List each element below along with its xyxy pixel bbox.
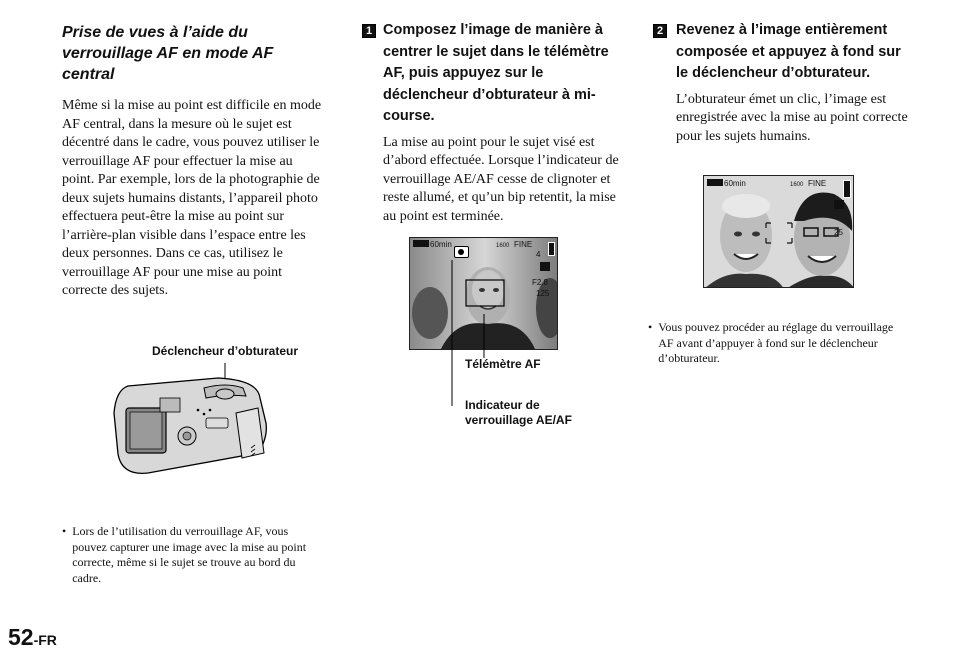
memory-icon [843, 180, 851, 198]
battery-remaining: 60min [430, 240, 452, 249]
right-note: • Vous pouvez procéder au réglage du verrouillage AF avant d’appuyer à fond sur le déclencheur d’obturateur. [648, 320, 910, 367]
image-quality: FINE [514, 240, 533, 249]
aperture-value: F2.8 [532, 278, 549, 287]
left-note-text: Lors de l’utilisation du verrouillage AF, vous pouvez capturer une image avec la mise au point correcte, même si le sujet se trouve au bord du cadre. [72, 524, 307, 585]
left-note: • Lors de l’utilisation du verrouillage AF, vous pouvez capturer une image avec la mise au point correcte, même si le sujet se trouve au bord du cadre. [62, 524, 312, 586]
camera-illustration [108, 358, 273, 488]
step-1-number: 1 [362, 24, 376, 38]
af-mode-icon [540, 262, 550, 271]
image-size: 1600 [790, 182, 804, 188]
left-column [62, 22, 324, 301]
shots-remaining: 4 [536, 250, 541, 259]
image-quality: FINE [808, 179, 827, 188]
lcd-photo-step-2 [704, 176, 854, 288]
step-2-title: Revenez à l’image entièrement composée et appuyez à fond sur le déclencheur d’obturateur. [676, 22, 901, 81]
step-1 [383, 20, 623, 226]
step-2 [676, 20, 911, 146]
shutter-button-label: Déclencheur d’obturateur [152, 344, 299, 358]
battery-remaining: 60min [724, 179, 746, 188]
callout-lines [448, 258, 488, 408]
af-rangefinder-label: Télémètre AF [465, 357, 541, 371]
step-2-body: L’obturateur émet un clic, l’image est enregistrée avec la mise au point correcte pour les sujets humains. [676, 91, 908, 144]
page-number-value: 52 [8, 624, 34, 650]
step-2-number: 2 [653, 24, 667, 38]
af-mode-icon [834, 200, 844, 209]
step-1-body: La mise au point pour le sujet visé est d’abord effectuée. Lorsque l’indicateur de verrouillage AE/AF cesse de clignoter et reste allumé, et qu’un bip retentit, la mise au point est terminée. [383, 134, 619, 224]
section-title: Prise de vues à l’aide du verrouillage AF en mode AF central [62, 24, 274, 83]
image-size: 1600 [496, 243, 510, 249]
ae-af-lock-label-line-1: Indicateur de [465, 398, 540, 412]
battery-icon [413, 240, 429, 247]
step-1-title: Composez l’image de manière à centrer le sujet dans le télémètre AF, puis appuyez sur le déclencheur d’obturateur à mi-course. [383, 22, 609, 124]
page-language-suffix: -FR [33, 632, 57, 648]
shots-remaining: 25 [834, 228, 843, 237]
section-body: Même si la mise au point est difficile en mode AF central, dans la mesure où le sujet est décentré dans le cadre, vous pouvez utiliser le verrouillage AF pour effectuer la mise au point. Par exemple, lors de la photographie de deux sujets humains distants, l’appareil photo effectuera peut-être la mise au point sur l’arrière-plan visible dans l’espace entre les deux personnes. Dans ce cas, utilisez le verrouillage AF pour une mise au point correcte des sujets. [62, 98, 322, 298]
shutter-speed: 125 [536, 289, 550, 298]
battery-icon [707, 179, 723, 186]
right-note-text: Vous pouvez procéder au réglage du verrouillage AF avant d’appuyer à fond sur le déclencheur d’obturateur. [658, 320, 894, 365]
ae-af-lock-indicator-icon [454, 246, 469, 258]
ae-af-lock-label-line-2: verrouillage AE/AF [465, 413, 572, 427]
lcd-screen-step-2 [703, 175, 854, 288]
page-number [8, 624, 57, 651]
memory-icon [548, 242, 555, 256]
